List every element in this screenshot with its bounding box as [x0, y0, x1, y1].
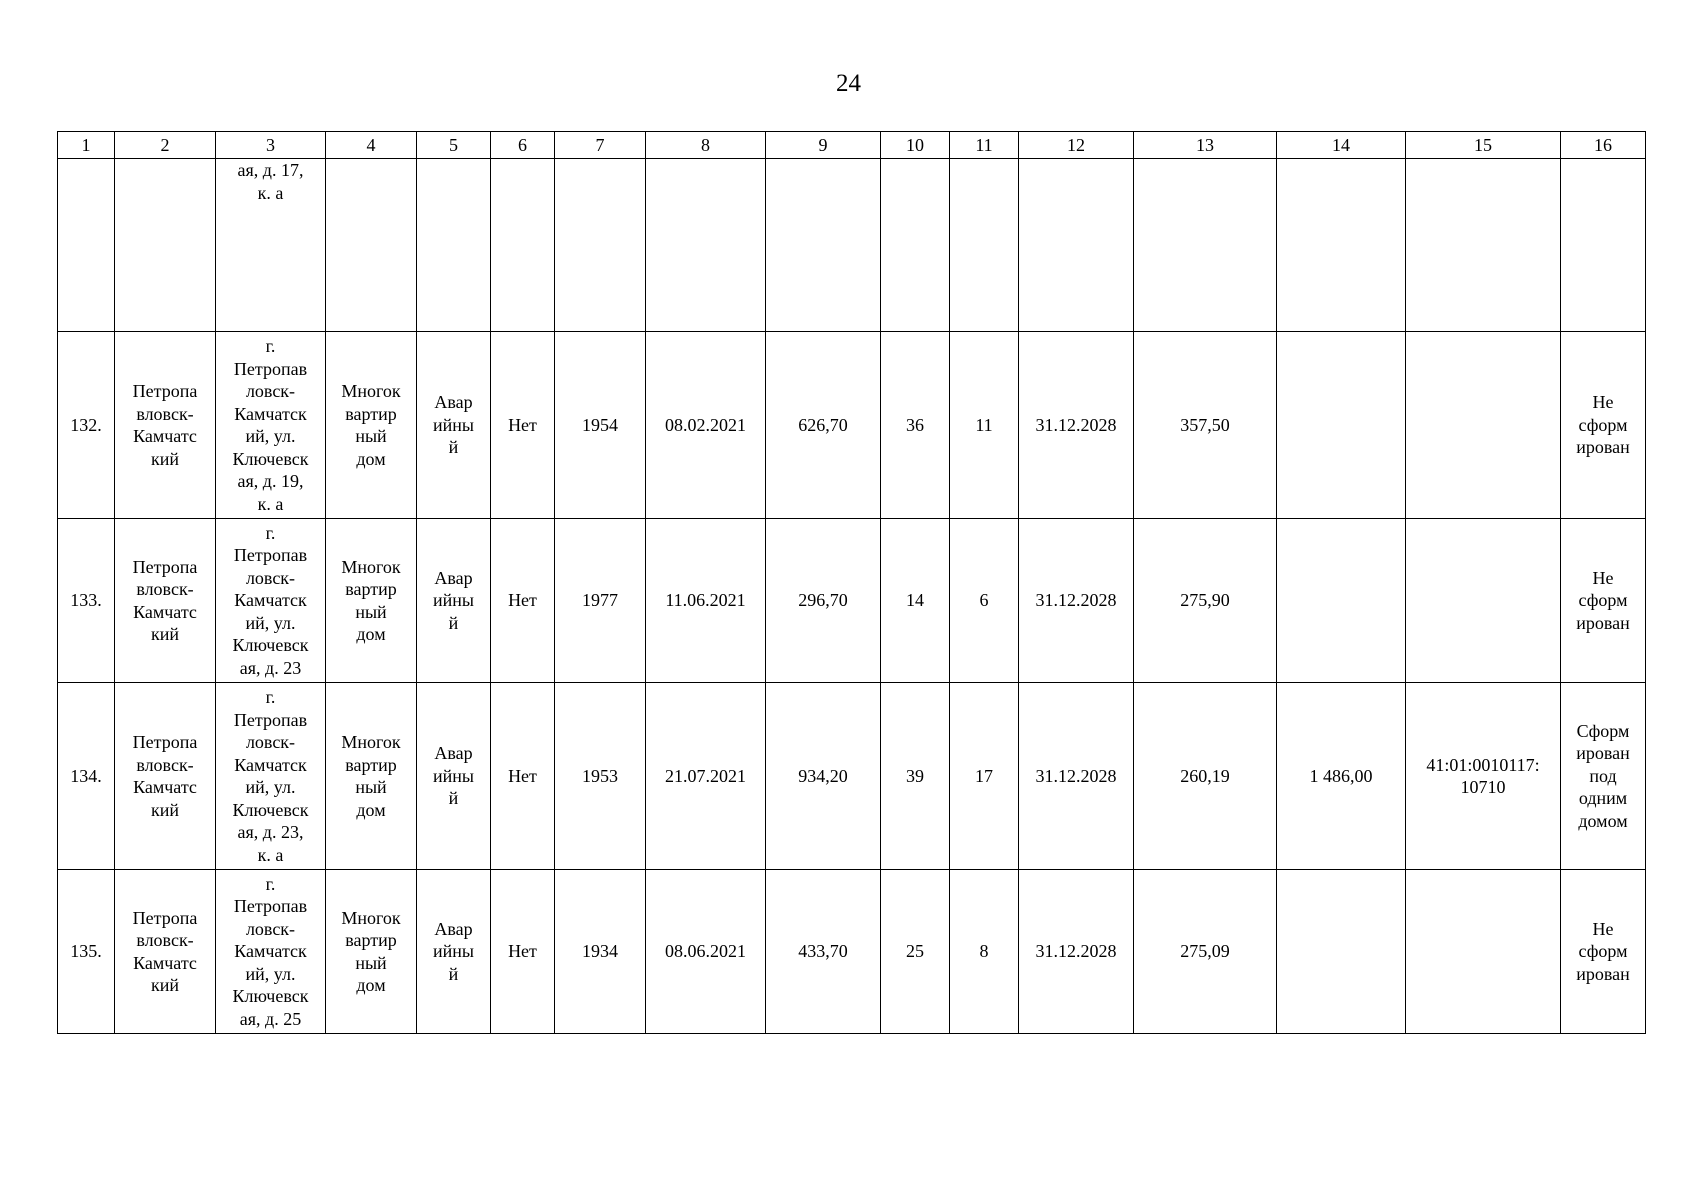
- column-header: 12: [1019, 132, 1134, 159]
- cadastral-cell: [1406, 332, 1561, 519]
- table-row: [58, 683, 1646, 870]
- col11-cell: 17: [950, 683, 1019, 870]
- row-number-cell: 134.: [58, 683, 115, 870]
- col10-cell: 36: [881, 332, 950, 519]
- table-cell: [417, 159, 491, 332]
- col10-cell: 14: [881, 519, 950, 683]
- col13-cell: 275,09: [1134, 870, 1277, 1034]
- column-header: 9: [766, 132, 881, 159]
- table-cell: [555, 159, 646, 332]
- column-header: 4: [326, 132, 417, 159]
- table-row: [58, 519, 1646, 683]
- table-cell: [326, 159, 417, 332]
- column-header: 8: [646, 132, 766, 159]
- deadline-cell: 31.12.2028: [1019, 683, 1134, 870]
- deadline-cell: 31.12.2028: [1019, 332, 1134, 519]
- table-cell: [1406, 159, 1561, 332]
- address-cell: г. Петропав ловск- Камчатск ий, ул. Ключевск ая, д. 25: [216, 870, 326, 1034]
- date-cell: 11.06.2021: [646, 519, 766, 683]
- col11-cell: 11: [950, 332, 1019, 519]
- address-cell: ая, д. 17, к. а: [216, 159, 326, 332]
- col14-cell: 1 486,00: [1277, 683, 1406, 870]
- cadastral-cell: [1406, 519, 1561, 683]
- deadline-cell: 31.12.2028: [1019, 519, 1134, 683]
- city-cell: Петропа вловск- Камчатс кий: [115, 870, 216, 1034]
- column-header: 5: [417, 132, 491, 159]
- column-header: 10: [881, 132, 950, 159]
- land-status-cell: Сформ ирован под одним домом: [1561, 683, 1646, 870]
- city-cell: Петропа вловск- Камчатс кий: [115, 683, 216, 870]
- address-cell: г. Петропав ловск- Камчатск ий, ул. Ключевск ая, д. 23, к. а: [216, 683, 326, 870]
- column-header: 3: [216, 132, 326, 159]
- address-cell: г. Петропав ловск- Камчатск ий, ул. Ключевск ая, д. 23: [216, 519, 326, 683]
- col11-cell: 8: [950, 870, 1019, 1034]
- area-cell: 296,70: [766, 519, 881, 683]
- col13-cell: 275,90: [1134, 519, 1277, 683]
- column-header: 1: [58, 132, 115, 159]
- land-status-cell: Не сформ ирован: [1561, 332, 1646, 519]
- col11-cell: 6: [950, 519, 1019, 683]
- cadastral-cell: 41:01:0010117: 10710: [1406, 683, 1561, 870]
- year-cell: 1954: [555, 332, 646, 519]
- house-type-cell: Многок вартир ный дом: [326, 332, 417, 519]
- row-number-cell: 133.: [58, 519, 115, 683]
- status-cell: Авар ийны й: [417, 683, 491, 870]
- housing-registry-table: [57, 131, 1646, 1034]
- flag-cell: Нет: [491, 870, 555, 1034]
- table-cell: [881, 159, 950, 332]
- status-cell: Авар ийны й: [417, 332, 491, 519]
- column-header: 16: [1561, 132, 1646, 159]
- table-cell: [1277, 159, 1406, 332]
- column-number-header-row: [58, 132, 1646, 159]
- area-cell: 934,20: [766, 683, 881, 870]
- flag-cell: Нет: [491, 519, 555, 683]
- table-cell: [1561, 159, 1646, 332]
- area-cell: 433,70: [766, 870, 881, 1034]
- col14-cell: [1277, 519, 1406, 683]
- year-cell: 1977: [555, 519, 646, 683]
- col13-cell: 260,19: [1134, 683, 1277, 870]
- deadline-cell: 31.12.2028: [1019, 870, 1134, 1034]
- column-header: 14: [1277, 132, 1406, 159]
- column-header: 7: [555, 132, 646, 159]
- year-cell: 1953: [555, 683, 646, 870]
- column-header: 13: [1134, 132, 1277, 159]
- col14-cell: [1277, 870, 1406, 1034]
- table-cell: [1134, 159, 1277, 332]
- table-cell: [766, 159, 881, 332]
- area-cell: 626,70: [766, 332, 881, 519]
- house-type-cell: Многок вартир ный дом: [326, 870, 417, 1034]
- column-header: 11: [950, 132, 1019, 159]
- table-cell: [491, 159, 555, 332]
- table-cell: [58, 159, 115, 332]
- land-status-cell: Не сформ ирован: [1561, 519, 1646, 683]
- table-cell: [115, 159, 216, 332]
- column-header: 6: [491, 132, 555, 159]
- city-cell: Петропа вловск- Камчатс кий: [115, 332, 216, 519]
- page-number: 24: [836, 70, 861, 97]
- column-header: 2: [115, 132, 216, 159]
- col10-cell: 25: [881, 870, 950, 1034]
- table-cell: [646, 159, 766, 332]
- address-cell: г. Петропав ловск- Камчатск ий, ул. Ключевск ая, д. 19, к. а: [216, 332, 326, 519]
- date-cell: 08.02.2021: [646, 332, 766, 519]
- table-row-continuation: [58, 159, 1646, 332]
- column-header: 15: [1406, 132, 1561, 159]
- row-number-cell: 135.: [58, 870, 115, 1034]
- status-cell: Авар ийны й: [417, 519, 491, 683]
- flag-cell: Нет: [491, 683, 555, 870]
- date-cell: 21.07.2021: [646, 683, 766, 870]
- house-type-cell: Многок вартир ный дом: [326, 519, 417, 683]
- cadastral-cell: [1406, 870, 1561, 1034]
- table-cell: [1019, 159, 1134, 332]
- table-row: [58, 870, 1646, 1034]
- house-type-cell: Многок вартир ный дом: [326, 683, 417, 870]
- date-cell: 08.06.2021: [646, 870, 766, 1034]
- table-row: [58, 332, 1646, 519]
- flag-cell: Нет: [491, 332, 555, 519]
- year-cell: 1934: [555, 870, 646, 1034]
- land-status-cell: Не сформ ирован: [1561, 870, 1646, 1034]
- status-cell: Авар ийны й: [417, 870, 491, 1034]
- col10-cell: 39: [881, 683, 950, 870]
- city-cell: Петропа вловск- Камчатс кий: [115, 519, 216, 683]
- row-number-cell: 132.: [58, 332, 115, 519]
- col14-cell: [1277, 332, 1406, 519]
- table-cell: [950, 159, 1019, 332]
- col13-cell: 357,50: [1134, 332, 1277, 519]
